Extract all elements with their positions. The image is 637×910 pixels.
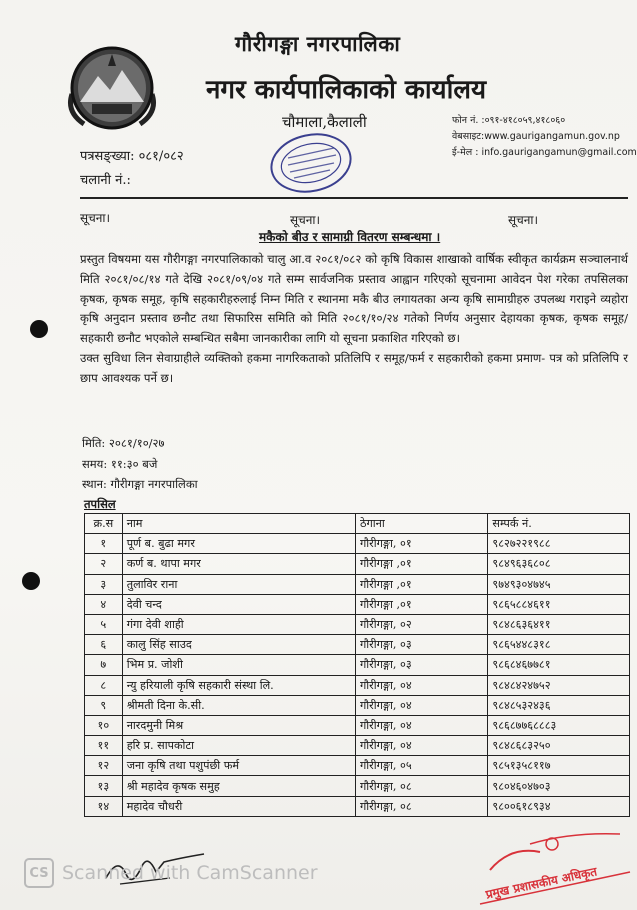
office-stamp-icon bbox=[268, 132, 354, 194]
notice-label-left: सूचना। bbox=[80, 211, 111, 225]
row-name: हरि प्र. सापकोटा bbox=[122, 736, 355, 756]
row-address: गौरीगङ्गा, ०३ bbox=[355, 635, 487, 655]
row-serial: १२ bbox=[85, 756, 123, 776]
row-contact: ९८२७२२१९८८ bbox=[488, 534, 630, 554]
table-row bbox=[85, 614, 630, 634]
row-name: देवी चन्द bbox=[122, 594, 355, 614]
row-contact: ९८६५८८४६११ bbox=[488, 594, 630, 614]
notice-body bbox=[80, 250, 628, 389]
row-contact: ९८५१३५८११७ bbox=[488, 756, 630, 776]
beneficiary-table bbox=[84, 513, 630, 817]
row-address: गौरीगङ्गा, ०४ bbox=[355, 695, 487, 715]
row-name: न्यु हरियाली कृषि सहकारी संस्था लि. bbox=[122, 675, 355, 695]
row-contact: ९८००६१८९३४ bbox=[488, 796, 630, 816]
table-row bbox=[85, 635, 630, 655]
row-name: गंगा देवी शाही bbox=[122, 614, 355, 634]
col-contact: सम्पर्क नं. bbox=[488, 514, 630, 534]
contact-website: वेबसाइट:www.gaurigangamun.gov.np bbox=[452, 131, 620, 142]
row-name: जना कृषि तथा पशुपंछी फर्म bbox=[122, 756, 355, 776]
row-contact: ९७४९३०४७४५ bbox=[488, 574, 630, 594]
row-serial: १४ bbox=[85, 796, 123, 816]
camscanner-logo-icon: CS bbox=[24, 858, 54, 888]
table-row bbox=[85, 756, 630, 776]
seal-title: प्रमुख प्रशासकीय अधिकृत bbox=[484, 864, 599, 902]
row-address: गौरीगङ्गा, ०४ bbox=[355, 736, 487, 756]
row-contact: ९८४८५३२४३६ bbox=[488, 695, 630, 715]
col-serial: क्र.स bbox=[85, 514, 123, 534]
contact-email: ई-मेल : info.gaurigangamun@gmail.com bbox=[452, 147, 637, 158]
row-serial: १ bbox=[85, 534, 123, 554]
header-divider bbox=[80, 197, 628, 199]
row-address: गौरीगङ्गा, ०५ bbox=[355, 756, 487, 776]
notice-time: समय: ११:३० बजे bbox=[82, 457, 158, 471]
row-serial: ९ bbox=[85, 695, 123, 715]
row-serial: ११ bbox=[85, 736, 123, 756]
row-address: गौरीगङ्गा, ०८ bbox=[355, 776, 487, 796]
punch-hole bbox=[30, 320, 48, 338]
table-row bbox=[85, 675, 630, 695]
row-address: गौरीगङ्गा, ०३ bbox=[355, 655, 487, 675]
municipality-name: गौरीगङ्गा नगरपालिका bbox=[235, 31, 401, 56]
row-name: भिम प्र. जोशी bbox=[122, 655, 355, 675]
table-row bbox=[85, 796, 630, 816]
row-address: गौरीगङ्गा, ०२ bbox=[355, 614, 487, 634]
notice-label-right: सूचना। bbox=[508, 213, 539, 227]
contact-phone: फोन नं. :०९१-४१८०५९,४१८०६० bbox=[452, 115, 566, 126]
notice-label-center: सूचना। bbox=[290, 213, 321, 227]
contact-block bbox=[452, 113, 637, 161]
col-name: नाम bbox=[122, 514, 355, 534]
row-name: पूर्ण ब. बुढा मगर bbox=[122, 534, 355, 554]
row-contact: ९८६८४६७७८१ bbox=[488, 655, 630, 675]
row-contact: ९८४९६३६८०८ bbox=[488, 554, 630, 574]
row-address: गौरीगङ्गा, ०१ bbox=[355, 534, 487, 554]
notice-paragraph-1: प्रस्तुत विषयमा यस गौरीगङ्गा नगरपालिकाको चालु आ.व २०८१/०८२ को कृषि विकास शाखाको वार्षिक स्वीकृत कार्यक्रम सञ्चालनार्थ मिति २०८१/०८/१४ गते देखि २०८१/०९/०४ गते सम्म सार्वजनिक प्रस्ताव आह्वान गरिएको सूचनामा आवेदन पेश गरेका तपसिलका कृषक, कृषक समूह, कृषि सहकारीहरुलाई निम्न मिति र स्थानमा मकै बीउ लगायतका अन्य कृषि सामाग्रीहरु उपलब्ध गराइने व्यहोरा कृषि अनुदान प्रस्ताव छनौट तथा सिफारिस समिति को मिति २०८१/१०/२४ गतेको निर्णय अनुसार देहायका कृषक, कृषक समूह/सहकारी छनौट भएकोले सम्बन्धित सबैमा जानकारीका लागि यो सूचना प्रकाशित गरिएको छ। bbox=[80, 252, 628, 346]
table-row bbox=[85, 594, 630, 614]
row-contact: ९८४८६३६४११ bbox=[488, 614, 630, 634]
row-address: गौरीगङ्गा ,०१ bbox=[355, 574, 487, 594]
notice-subject: मकैको बीउ र सामाग्री वितरण सम्बन्धमा । bbox=[259, 230, 441, 244]
row-serial: ३ bbox=[85, 574, 123, 594]
table-body bbox=[85, 534, 630, 817]
row-contact: ९८४८६८३२५० bbox=[488, 736, 630, 756]
row-serial: २ bbox=[85, 554, 123, 574]
table-row bbox=[85, 534, 630, 554]
table-row bbox=[85, 574, 630, 594]
nepal-emblem-icon bbox=[66, 42, 158, 134]
row-serial: ४ bbox=[85, 594, 123, 614]
row-name: तुलाविर राना bbox=[122, 574, 355, 594]
table-header-row bbox=[85, 514, 630, 534]
row-serial: ५ bbox=[85, 614, 123, 634]
row-name: श्रीमती दिना के.सी. bbox=[122, 695, 355, 715]
row-contact: ९८६५४४८३१८ bbox=[488, 635, 630, 655]
row-contact: ९८४८४२४७५२ bbox=[488, 675, 630, 695]
ref-number: पत्रसङ्ख्या: ०८१/०८२ bbox=[80, 149, 184, 164]
table-row bbox=[85, 715, 630, 735]
row-serial: ८ bbox=[85, 675, 123, 695]
row-serial: १३ bbox=[85, 776, 123, 796]
table-row bbox=[85, 655, 630, 675]
table-row bbox=[85, 736, 630, 756]
row-name: महादेव चौधरी bbox=[122, 796, 355, 816]
punch-hole bbox=[22, 572, 40, 590]
camscanner-watermark: Scanned with CamScanner bbox=[62, 862, 318, 884]
row-name: कर्ण ब. थापा मगर bbox=[122, 554, 355, 574]
office-name: नगर कार्यपालिकाको कार्यालय bbox=[206, 75, 487, 105]
row-contact: ९८६८७७६८८८३ bbox=[488, 715, 630, 735]
table-row bbox=[85, 776, 630, 796]
office-location: चौमाला,कैलाली bbox=[282, 113, 367, 131]
row-address: गौरीगङ्गा ,०१ bbox=[355, 594, 487, 614]
row-name: श्री महादेव कृषक समुह bbox=[122, 776, 355, 796]
table-row bbox=[85, 554, 630, 574]
col-address: ठेगाना bbox=[355, 514, 487, 534]
list-heading: तपसिल bbox=[84, 497, 116, 511]
row-address: गौरीगङ्गा, ०४ bbox=[355, 675, 487, 695]
row-serial: १० bbox=[85, 715, 123, 735]
row-contact: ९८०४६०४७०३ bbox=[488, 776, 630, 796]
row-name: कालु सिंह साउद bbox=[122, 635, 355, 655]
notice-place: स्थान: गौरीगङ्गा नगरपालिका bbox=[82, 477, 198, 491]
notice-date: मिति: २०८१/१०/२७ bbox=[82, 436, 165, 450]
row-serial: ७ bbox=[85, 655, 123, 675]
dispatch-number: चलानी नं.: bbox=[80, 173, 131, 188]
row-address: गौरीगङ्गा, ०४ bbox=[355, 715, 487, 735]
table-row bbox=[85, 695, 630, 715]
row-address: गौरीगङ्गा ,०१ bbox=[355, 554, 487, 574]
row-address: गौरीगङ्गा, ०८ bbox=[355, 796, 487, 816]
notice-paragraph-2: उक्त सुविधा लिन सेवाग्राहीले व्यक्तिको हकमा नागरिकताको प्रतिलिपि र समूह/फर्म र सहकारीको हकमा प्रमाण- पत्र को प्रतिलिपि र छाप आवश्यक पर्ने छ। bbox=[80, 350, 628, 385]
row-name: नारदमुनी मिश्र bbox=[122, 715, 355, 735]
row-serial: ६ bbox=[85, 635, 123, 655]
